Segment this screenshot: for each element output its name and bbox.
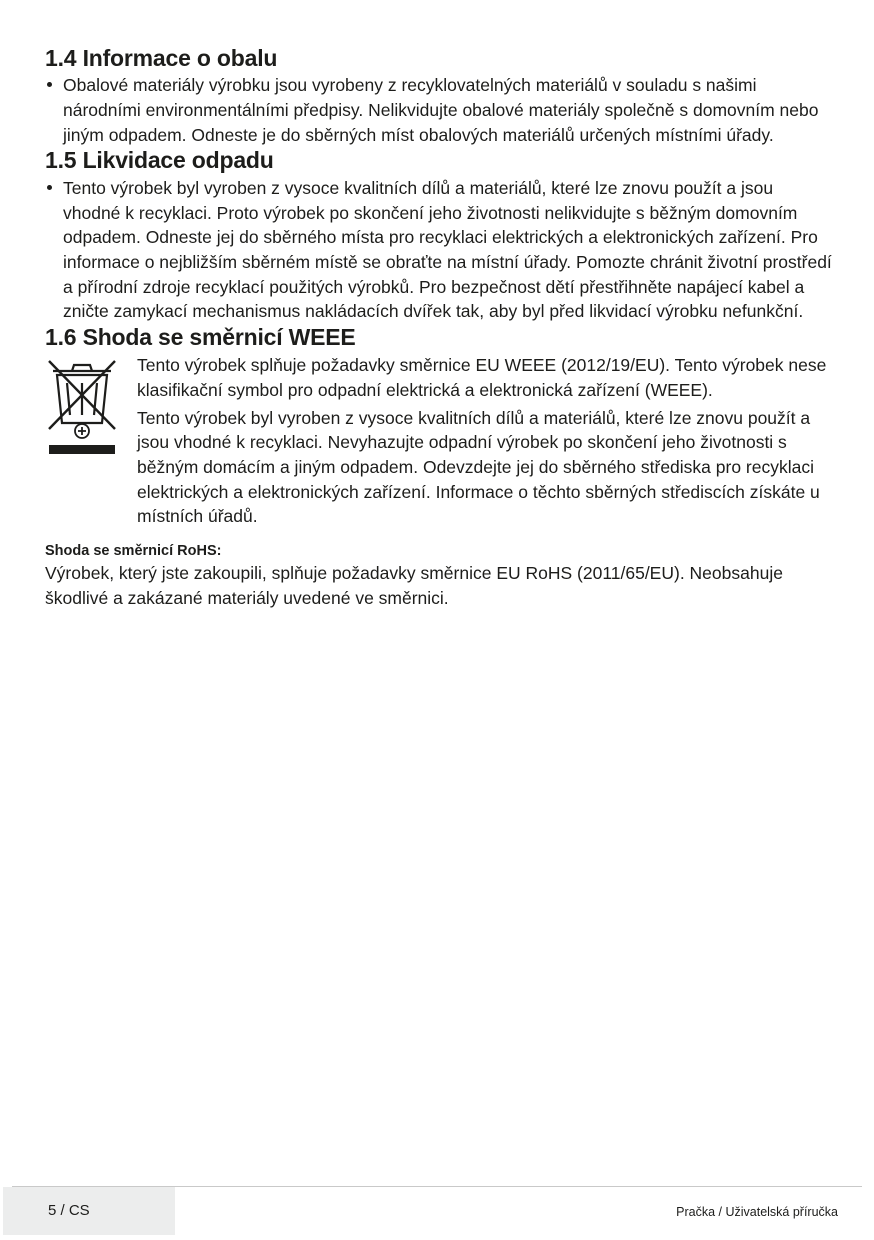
- weee-paragraph-2: Tento výrobek byl vyroben z vysoce kvalitních dílů a materiálů, které lze znovu použít a jsou vhodné k recyklaci. Nevyhazujte odpadní výrobek po skončení jeho životnosti s běžným domácím a jiným odpadem. Odevzdejte jej do sběrného střediska pro recyklaci elektrických a elektronických zařízení. Informace o těchto sběrných střediscích získáte u místních úřadů.: [137, 407, 820, 527]
- page-footer: [0, 1186, 874, 1240]
- rohs-text-block: [45, 561, 835, 610]
- paragraph-disposal-text: Tento výrobek byl vyroben z vysoce kvalitních dílů a materiálů, které lze znovu použít a jsou vhodné k recyklaci. Proto výrobek po skončení jeho životnosti nelikvidujte s běžným domovním odpadem. Odneste jej do sběrného místa pro recyklaci elektrických a elektronických zařízení. Pro informace o nejbližším sběrném místě se obraťte na místní úřady. Pomozte chránit životní prostředí a přírodní zdroje recyklací použitých výrobků. Pro bezpečnost dětí přestřihněte napájecí kabel a zničte zamykací mechanismus nakládacích dvířek tak, aby byl před likvidací výrobku nefunkční.: [63, 177, 832, 322]
- bullet-dot-icon: [47, 82, 52, 87]
- footer-document-title: Pračka / Uživatelská příručka: [676, 1205, 838, 1219]
- rohs-paragraph: Výrobek, který jste zakoupili, splňuje požadavky směrnice EU RoHS (2011/65/EU). Neobsahuje škodlivé a zakázané materiály uvedené ve směrnici.: [45, 563, 783, 608]
- paragraph-packaging-text: Obalové materiály výrobku jsou vyrobeny z recyklovatelných materiálů v souladu s našimi národními environmentálními předpisy. Nelikvidujte obalové materiály společně s domovním nebo jiným odpadem. Odneste je do sběrných míst obalových materiálů určených místními úřady.: [63, 75, 819, 145]
- crossed-out-wheelie-bin-icon: [45, 353, 137, 462]
- paragraph-disposal: [45, 176, 835, 324]
- section-heading-disposal: 1.5 Likvidace odpadu: [45, 147, 274, 174]
- page-content: [45, 45, 835, 610]
- rohs-heading: Shoda se směrnicí RoHS:: [45, 543, 222, 560]
- section-heading-packaging: 1.4 Informace o obalu: [45, 45, 278, 71]
- footer-page-number: 5 / CS: [48, 1202, 90, 1219]
- bullet-dot-icon: [47, 185, 52, 190]
- paragraph-packaging: [45, 73, 835, 147]
- weee-block: [45, 353, 835, 529]
- weee-paragraph-1: Tento výrobek splňuje požadavky směrnice EU WEEE (2012/19/EU). Tento výrobek nese klasifikační symbol pro odpadní elektrická a elektronická zařízení (WEEE).: [137, 355, 827, 401]
- section-heading-weee: 1.6 Shoda se směrnicí WEEE: [45, 323, 356, 350]
- weee-text-block: [137, 353, 835, 529]
